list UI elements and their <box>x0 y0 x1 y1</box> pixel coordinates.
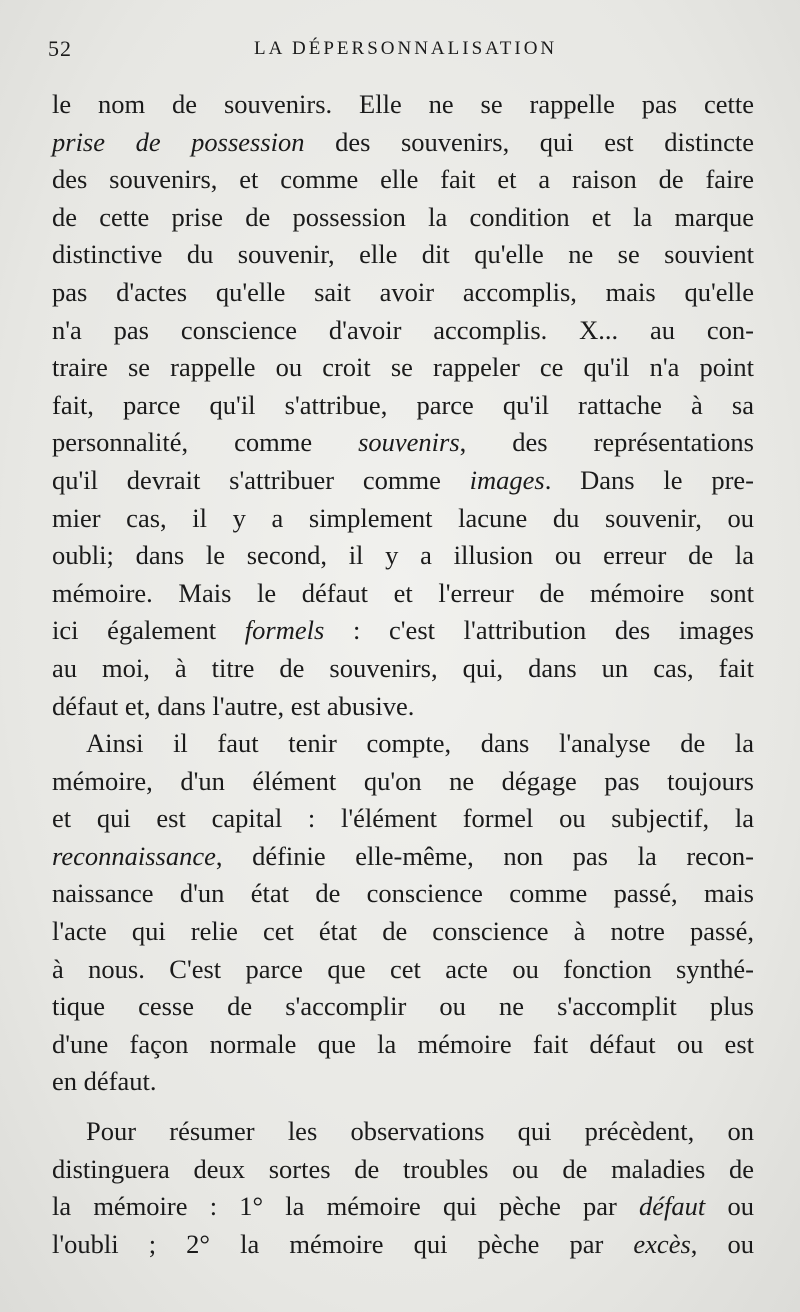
text-line: mémoire. Mais le défaut et l'erreur de mémoire sont <box>52 577 754 608</box>
italic-phrase: formels <box>244 615 325 646</box>
italic-phrase: excès <box>633 1228 691 1259</box>
italic-phrase: prise de possession <box>52 126 305 157</box>
text-line: distinctive du souvenir, elle dit qu'elle ne se souvient <box>52 239 754 270</box>
text-line: traire se rappelle ou croit se rappeler ce qu'il n'a point <box>52 352 754 383</box>
italic-phrase: images <box>469 464 545 495</box>
text-line: naissance d'un état de conscience comme passé, mais <box>52 878 754 909</box>
italic-phrase: reconnaissance <box>52 840 216 871</box>
text-line: mémoire, d'un élément qu'on ne dégage pas toujours <box>52 765 754 796</box>
text-line: et qui est capital : l'élément formel ou subjectif, la <box>52 803 754 834</box>
text-line: à nous. C'est parce que cet acte ou fonction synthé- <box>52 953 754 984</box>
text-line: des souvenirs, et comme elle fait et a raison de faire <box>52 164 754 195</box>
text-line: le nom de souvenirs. Elle ne se rappelle pas cette <box>52 89 754 119</box>
text-line: Pour résumer les observations qui précèdent, on <box>86 1116 754 1147</box>
text-line: qu'il devrait s'attribuer comme images. Dans le pre- <box>52 464 755 495</box>
text-line: tique cesse de s'accomplir ou ne s'accomplit plus <box>52 991 754 1022</box>
italic-phrase: souvenirs <box>358 427 460 458</box>
body-text <box>52 86 754 1263</box>
text-line: reconnaissance, définie elle-même, non pas la recon- <box>52 840 754 871</box>
text-line: prise de possession des souvenirs, qui est distincte <box>52 126 754 157</box>
text-line: n'a pas conscience d'avoir accomplis. X... au con- <box>52 314 754 345</box>
text-line: oubli; dans le second, il y a illusion ou erreur de la <box>52 540 754 571</box>
page-number: 52 <box>48 36 72 61</box>
text-line: au moi, à titre de souvenirs, qui, dans un cas, fait <box>52 652 754 683</box>
text-line: fait, parce qu'il s'attribue, parce qu'il rattache à sa <box>52 389 754 420</box>
text-line: défaut et, dans l'autre, est abusive. <box>52 690 415 721</box>
text-line: pas d'actes qu'elle sait avoir accomplis, mais qu'elle <box>52 276 754 307</box>
text-line: de cette prise de possession la condition et la marque <box>52 201 754 232</box>
text-line: en défaut. <box>52 1066 157 1097</box>
italic-phrase: défaut <box>639 1191 706 1222</box>
text-line: ici également formels : c'est l'attribution des images <box>52 615 754 646</box>
text-line: l'acte qui relie cet état de conscience à notre passé, <box>52 916 754 947</box>
page-header <box>48 36 760 70</box>
text-line: d'une façon normale que la mémoire fait défaut ou est <box>52 1028 754 1059</box>
text-line: distinguera deux sortes de troubles ou de maladies de <box>52 1153 754 1184</box>
text-line: Ainsi il faut tenir compte, dans l'analyse de la <box>86 728 754 759</box>
running-title: LA DÉPERSONNALISATION <box>254 38 558 59</box>
text-line: l'oubli ; 2° la mémoire qui pèche par excès, ou <box>52 1228 755 1259</box>
text-line: personnalité, comme souvenirs, des représentations <box>52 427 754 458</box>
text-line: mier cas, il y a simplement lacune du souvenir, ou <box>52 502 754 533</box>
text-line: la mémoire : 1° la mémoire qui pèche par défaut ou <box>52 1191 754 1222</box>
